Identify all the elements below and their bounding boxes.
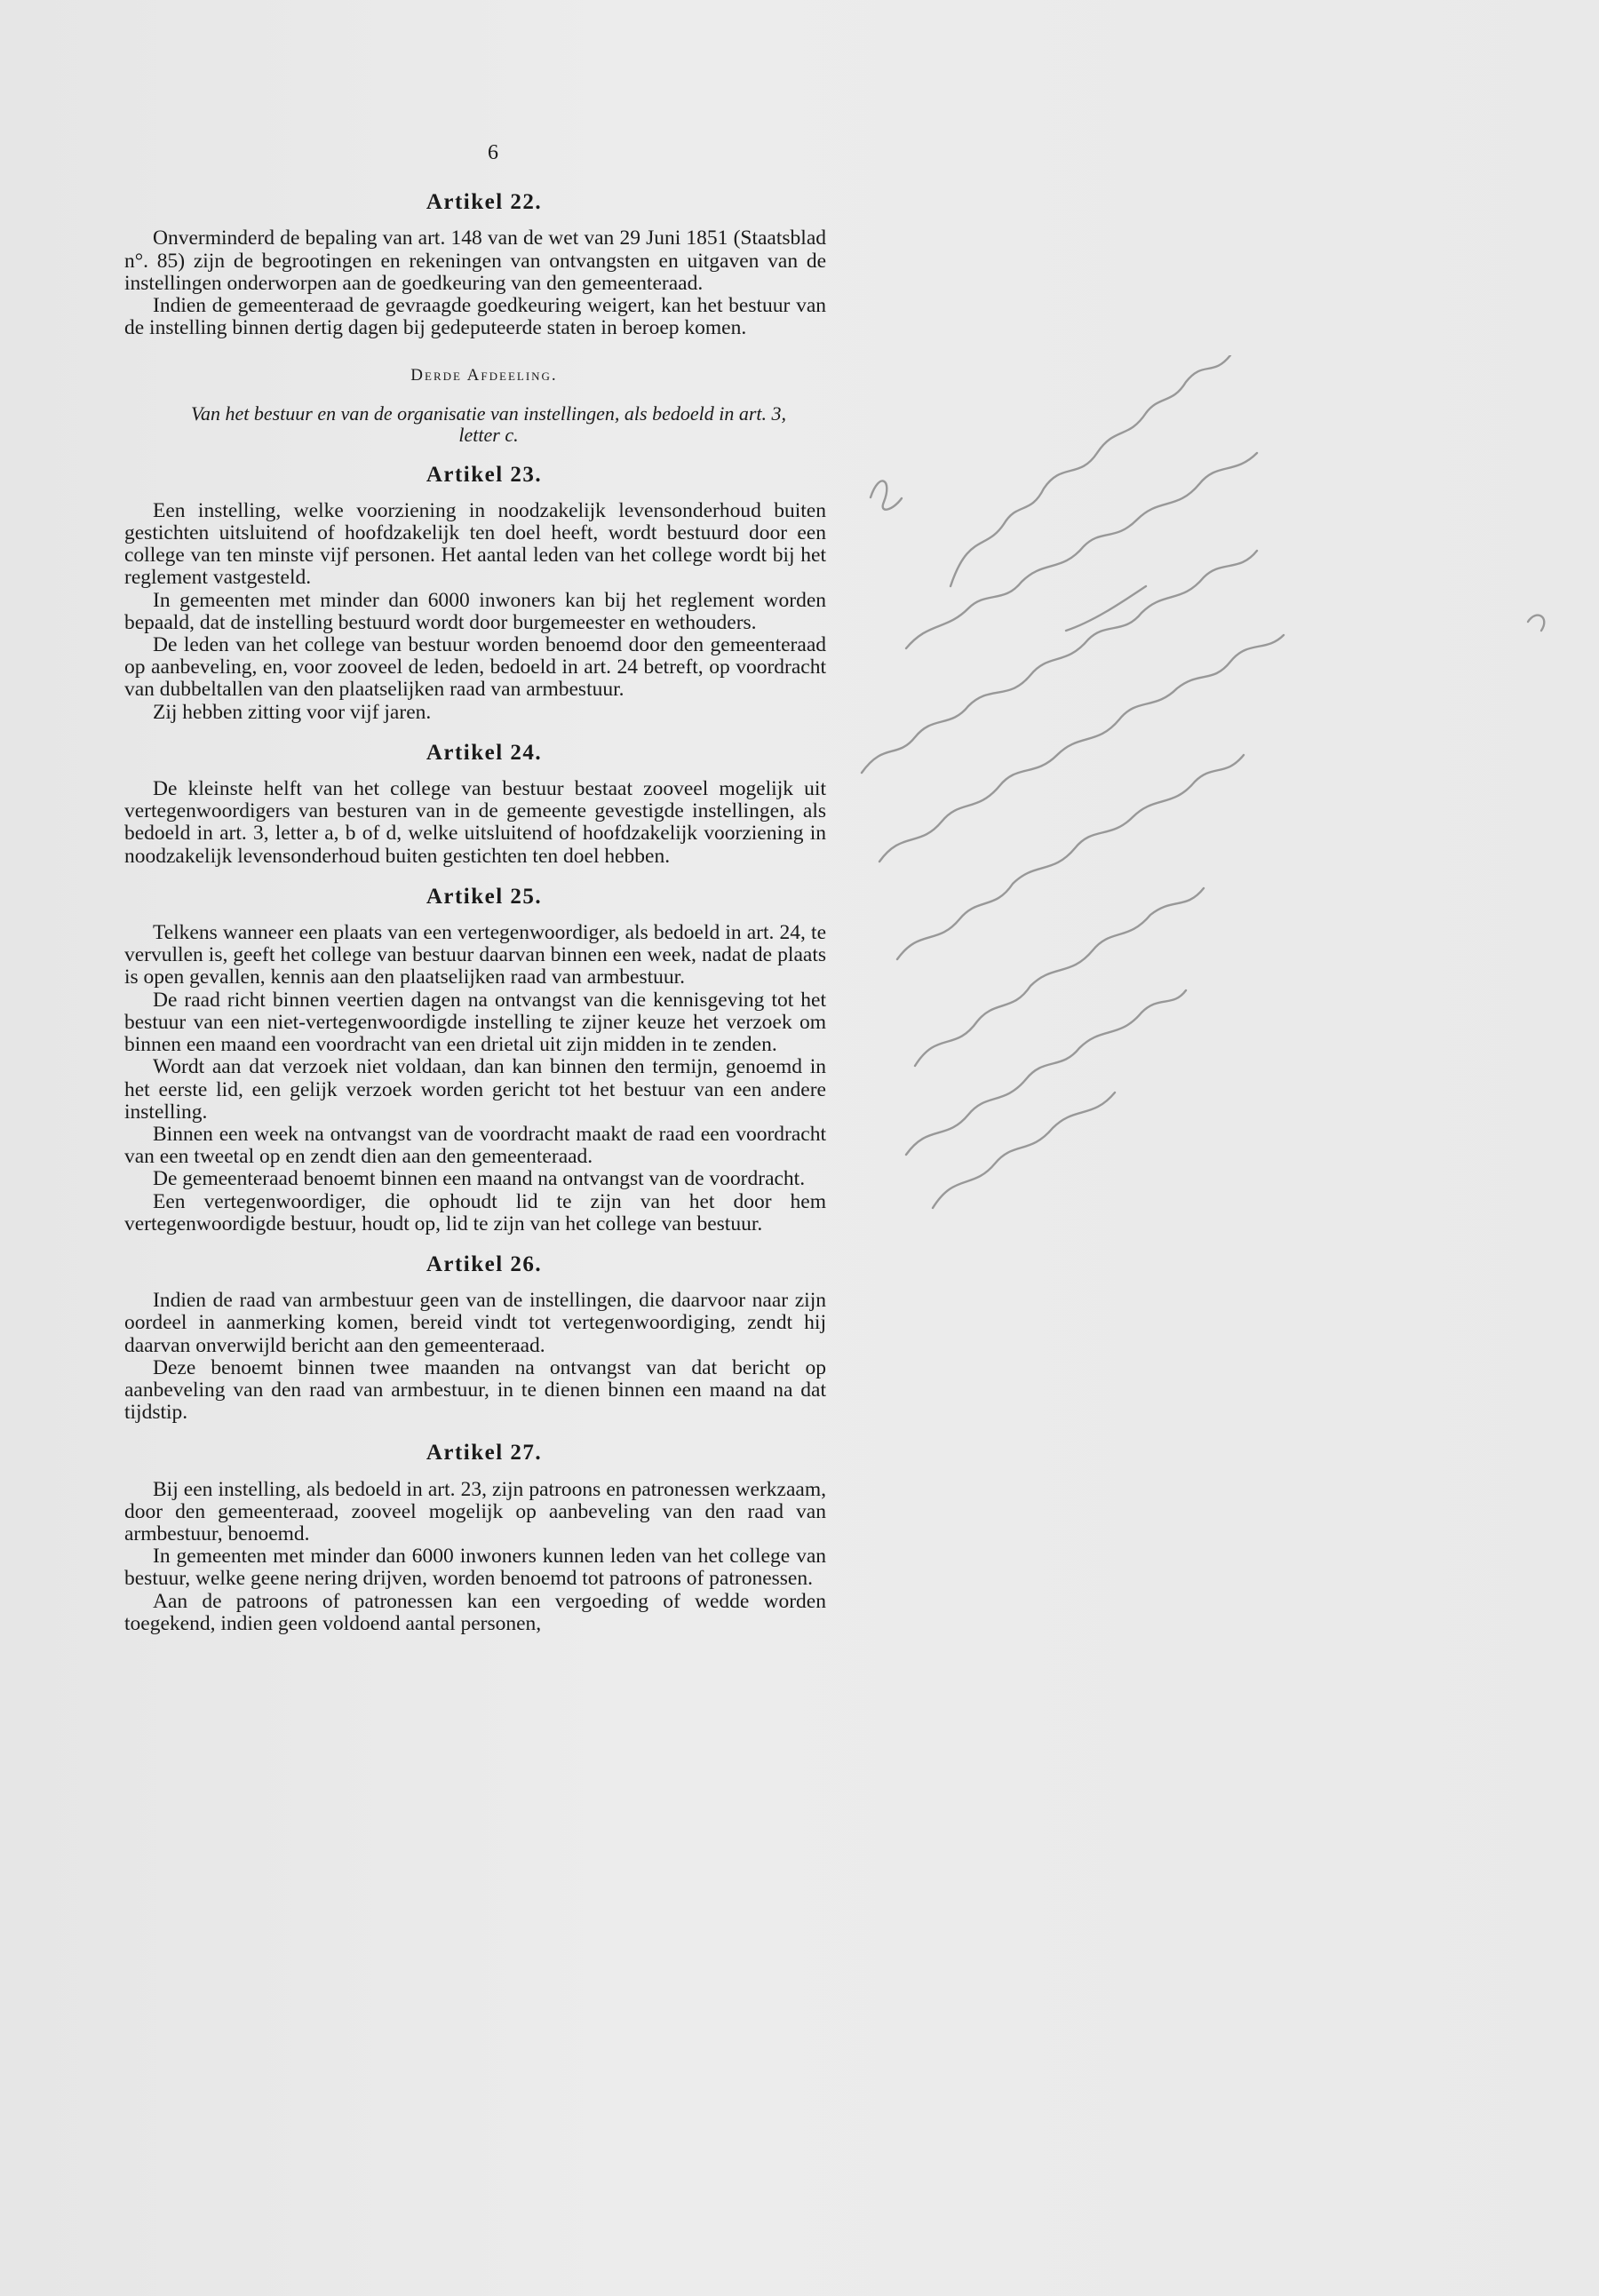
section-subtitle: Van het bestuur en van de organisatie van instellingen, als bedoeld in art. 3, letter c. [190, 401, 787, 446]
paragraph: De gemeenteraad benoemt binnen een maand na ontvangst van de voordracht. [153, 1167, 806, 1191]
paragraph: Bij een instelling, als bedoeld in art. 23, zijn patroons en patronessen werkzaam, door den gemeenteraad, zooveel mogelijk op aanbeveling van den raad van armbestuur, benoemd. [124, 1477, 826, 1545]
article-23 [124, 464, 826, 724]
paragraph: Aan de patroons of patronessen kan een vergoeding of wedde worden toegekend, indien geen voldoend aantal personen, [124, 1589, 826, 1635]
article-25 [124, 886, 826, 1235]
paragraph: Indien de gemeenteraad de gevraagde goedkeuring weigert, kan het bestuur van de instelling binnen dertig dagen bij gedeputeerde staten in beroep komen. [124, 294, 826, 340]
article-heading: Artikel 24. [426, 740, 543, 765]
paragraph: Binnen een week na ontvangst van de voordracht maakt de raad een voordracht van een tweetal op en zendt dien aan den gemeenteraad. [124, 1122, 826, 1169]
paragraph: Een vertegenwoordiger, die ophoudt lid te zijn van het door hem vertegenwoordigde bestuur, houdt op, lid te zijn van het college van bestuur. [124, 1189, 826, 1235]
paragraph: Wordt aan dat verzoek niet voldaan, dan kan binnen den termijn, genoemd in het eerste lid, een gelijk verzoek worden gericht tot het bestuur van een andere instelling. [124, 1055, 826, 1124]
paragraph: Indien de raad van armbestuur geen van de instellingen, die daarvoor naar zijn oordeel in aanmerking komen, bereid vindt tot vertegenwoordiging, zendt hij daarvan onverwijld bericht aan den gemeenteraad. [124, 1289, 826, 1357]
article-26 [124, 1253, 826, 1424]
paragraph: De kleinste helft van het college van bestuur bestaat zooveel mogelijk uit vertegenwoordigers van besturen van in de gemeente gevestigde instellingen, als bedoeld in art. 3, letter a, b of d, welke uitsluitend of hoofdzakelijk voorziening in noodzakelijk levensonderhoud buiten gestichten ten doel hebben. [124, 777, 826, 868]
article-heading: Artikel 22. [426, 190, 543, 215]
article-24 [124, 742, 826, 868]
article-22 [124, 191, 826, 339]
section-heading: Derde Afdeeling. [410, 366, 558, 385]
paragraph: In gemeenten met minder dan 6000 inwoners kan bij het reglement worden bepaald, dat de instelling bestuurd wordt door burgemeester en wethouders. [124, 588, 826, 634]
paragraph: De leden van het college van bestuur worden benoemd door den gemeenteraad op aanbeveling, en, voor zooveel de leden, bedoeld in art. 24 betreft, op voordracht van dubbeltallen van den plaatselijken raad van armbestuur. [124, 633, 826, 702]
article-27 [124, 1442, 826, 1635]
article-heading: Artikel 27. [426, 1441, 543, 1466]
paragraph: De raad richt binnen veertien dagen na ontvangst van die kennisgeving tot het bestuur van een niet-vertegenwoordigde instelling te zijner keuze het verzoek om binnen een maand een voordracht van een drietal uit zijn midden in te zenden. [124, 988, 826, 1057]
article-heading: Artikel 25. [426, 884, 543, 909]
article-heading: Artikel 23. [426, 462, 543, 487]
page-number: 6 [488, 141, 498, 164]
paragraph: Onverminderd de bepaling van art. 148 van de wet van 29 Juni 1851 (Staatsblad n°. 85) zijn de begrootingen en rekeningen van ontvangsten en uitgaven van de instellingen onderworpen aan de goedkeuring van den gemeenteraad. [124, 226, 826, 295]
paragraph: Deze benoemt binnen twee maanden na ontvangst van dat bericht op aanbeveling van den raad van armbestuur, in te dienen binnen een maand na dat tijdstip. [124, 1355, 826, 1425]
paragraph: In gemeenten met minder dan 6000 inwoners kunnen leden van het college van bestuur, welke geene nering drijven, worden benoemd tot patroons of patronessen. [124, 1545, 826, 1591]
paragraph: Telkens wanneer een plaats van een vertegenwoordiger, als bedoeld in art. 24, te vervullen is, geeft het college van bestuur daarvan binnen een week, nadat de plaats is open gevallen, kennis aan den plaatselijken raad van armbestuur. [124, 921, 826, 989]
handwriting-scribble-graphic [853, 355, 1581, 1226]
paragraph: Zij hebben zitting voor vijf jaren. [153, 700, 432, 724]
paragraph: Een instelling, welke voorziening in noodzakelijk levensonderhoud buiten gestichten uitsluitend of hoofdzakelijk ten doel heeft, wordt bestuurd door een college van ten minste vijf personen. Het aantal leden van het college wordt bij het reglement vastgesteld. [124, 498, 826, 590]
article-heading: Artikel 26. [426, 1251, 543, 1276]
printed-text-column [124, 142, 826, 1635]
handwritten-pencil-annotation [853, 355, 1581, 1226]
